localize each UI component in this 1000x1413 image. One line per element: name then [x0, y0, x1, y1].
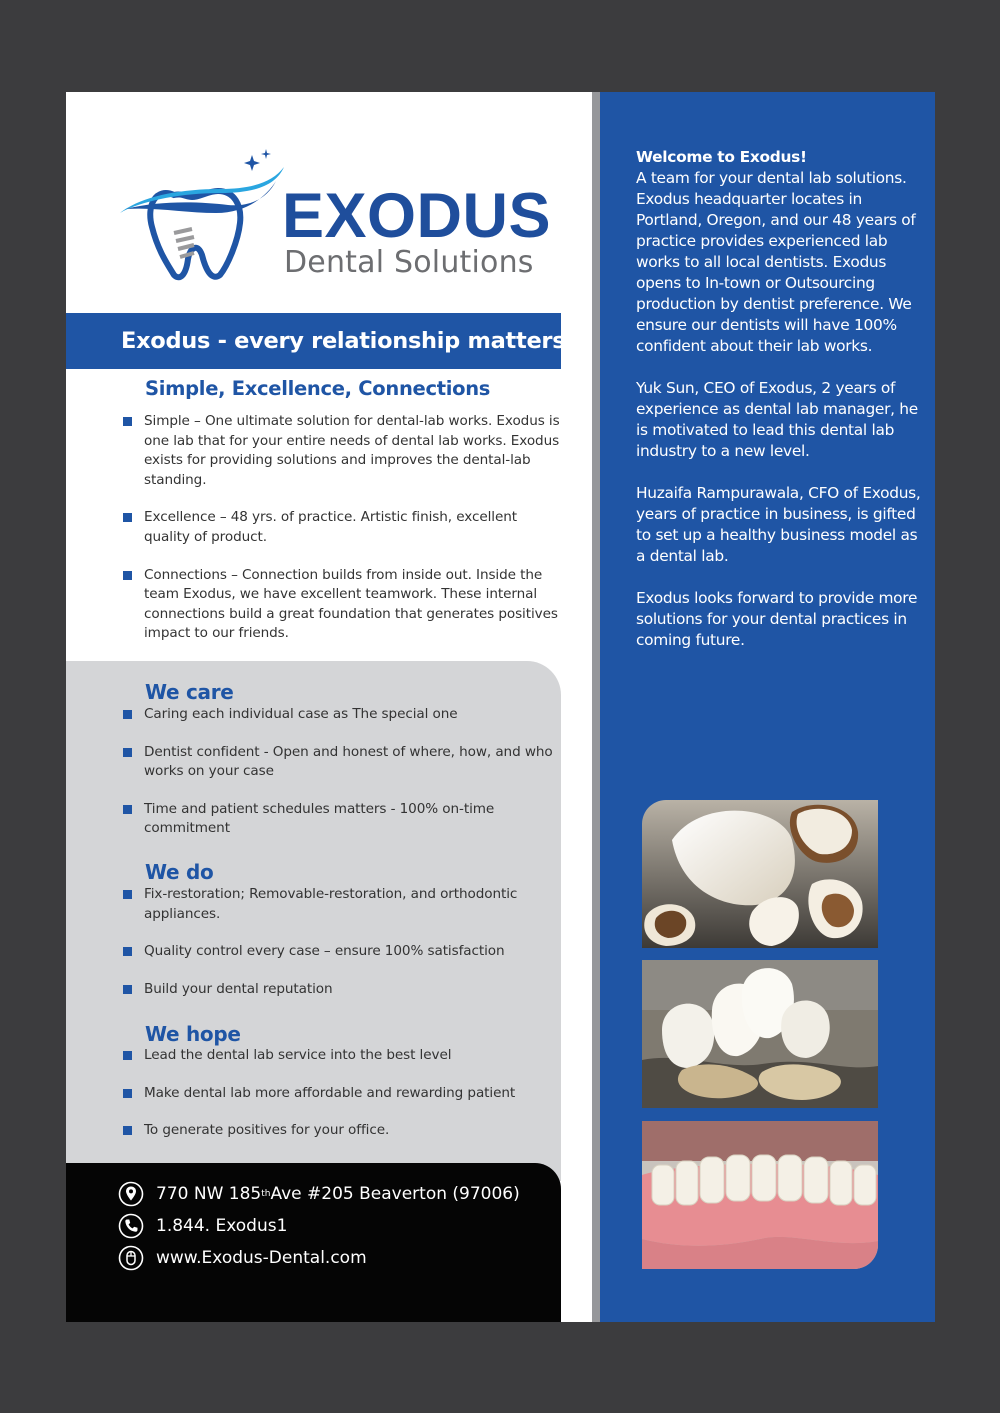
bullet-square-icon — [123, 805, 132, 814]
location-pin-icon — [118, 1181, 144, 1207]
bullet-square-icon — [123, 1126, 132, 1135]
bullet-square-icon — [123, 890, 132, 899]
welcome-paragraph: Welcome to Exodus! A team for your dental lab solutions. Exodus headquarter locates in Portland, Oregon, and our 48 years of practice provides experienced lab works to all local dentists. Exodus opens to In-town or Outsourcing production by dentist preference. We ensure our dentists will have 100% confident about their lab works. — [636, 148, 916, 355]
ceo-paragraph: Yuk Sun, CEO of Exodus, 2 years of experience as dental lab manager, he is motivated to lead this dental lab industry to a new level. — [636, 379, 918, 460]
list-item: Time and patient schedules matters - 100% on-time commitment — [122, 800, 562, 839]
bullet-square-icon — [123, 417, 132, 426]
bullet-square-icon — [123, 513, 132, 522]
bullet-square-icon — [123, 710, 132, 719]
we-care-list — [122, 705, 562, 857]
brand-subtitle: Dental Solutions — [284, 245, 534, 280]
bullet-square-icon — [123, 1089, 132, 1098]
list-item: Simple – One ultimate solution for dental-lab works. Exodus is one lab that for your entire needs of dental lab works. Exodus exists for providing solutions and improves the dental-lab standing. — [122, 412, 562, 490]
list-item: Quality control every case – ensure 100% satisfaction — [122, 942, 562, 962]
section-title-we-hope: We hope — [145, 1022, 241, 1046]
crowns-photo — [642, 960, 878, 1108]
list-item: Excellence – 48 yrs. of practice. Artistic finish, excellent quality of product. — [122, 508, 562, 547]
bullet-square-icon — [123, 947, 132, 956]
mouse-icon — [118, 1245, 144, 1271]
bullet-square-icon — [123, 748, 132, 757]
flyer-page — [66, 92, 935, 1322]
left-column — [66, 92, 574, 1322]
cfo-paragraph: Huzaifa Rampurawala, CFO of Exodus, years of practice in business, is gifted to set up a healthy business model as a dental lab. — [636, 484, 921, 565]
list-item: Connections – Connection builds from inside out. Inside the team Exodus, we have excellent teamwork. These internal connections build a great foundation that generates positives impact to our friends. — [122, 566, 562, 644]
list-item: Fix-restoration; Removable-restoration, and orthodontic appliances. — [122, 885, 562, 924]
list-item: Build your dental reputation — [122, 980, 562, 1000]
column-divider — [592, 92, 600, 1322]
dentures-photo — [642, 1121, 878, 1269]
right-column — [600, 92, 935, 1322]
list-item: Lead the dental lab service into the best level — [122, 1046, 562, 1066]
phone-icon — [118, 1213, 144, 1239]
brand-name: EXODUS — [282, 181, 552, 251]
we-do-list — [122, 885, 562, 1017]
list-item: Make dental lab more affordable and rewarding patient — [122, 1084, 562, 1104]
outlook-paragraph: Exodus looks forward to provide more solutions for your dental practices in coming future. — [636, 589, 918, 649]
contact-address: 770 NW 185 th Ave #205 Beaverton (97006) — [118, 1181, 520, 1207]
contact-website[interactable]: www.Exodus-Dental.com — [118, 1245, 367, 1271]
values-list — [122, 412, 562, 662]
we-hope-list — [122, 1046, 562, 1159]
bullet-square-icon — [123, 1051, 132, 1060]
list-item: Dentist confident - Open and honest of where, how, and who works on your case — [122, 743, 562, 782]
list-item: Caring each individual case as The special one — [122, 705, 562, 725]
contact-phone[interactable]: 1.844. Exodus1 — [118, 1213, 287, 1239]
tagline-banner: Exodus - every relationship matters. — [66, 313, 561, 369]
bullet-square-icon — [123, 985, 132, 994]
section-title-we-do: We do — [145, 860, 214, 884]
section-title-we-care: We care — [145, 680, 234, 704]
about-text — [636, 147, 926, 672]
veneers-photo — [642, 800, 878, 948]
bullet-square-icon — [123, 571, 132, 580]
welcome-title: Welcome to Exodus! — [636, 148, 807, 166]
section-title-values: Simple, Excellence, Connections — [145, 377, 491, 400]
list-item: To generate positives for your office. — [122, 1121, 562, 1141]
